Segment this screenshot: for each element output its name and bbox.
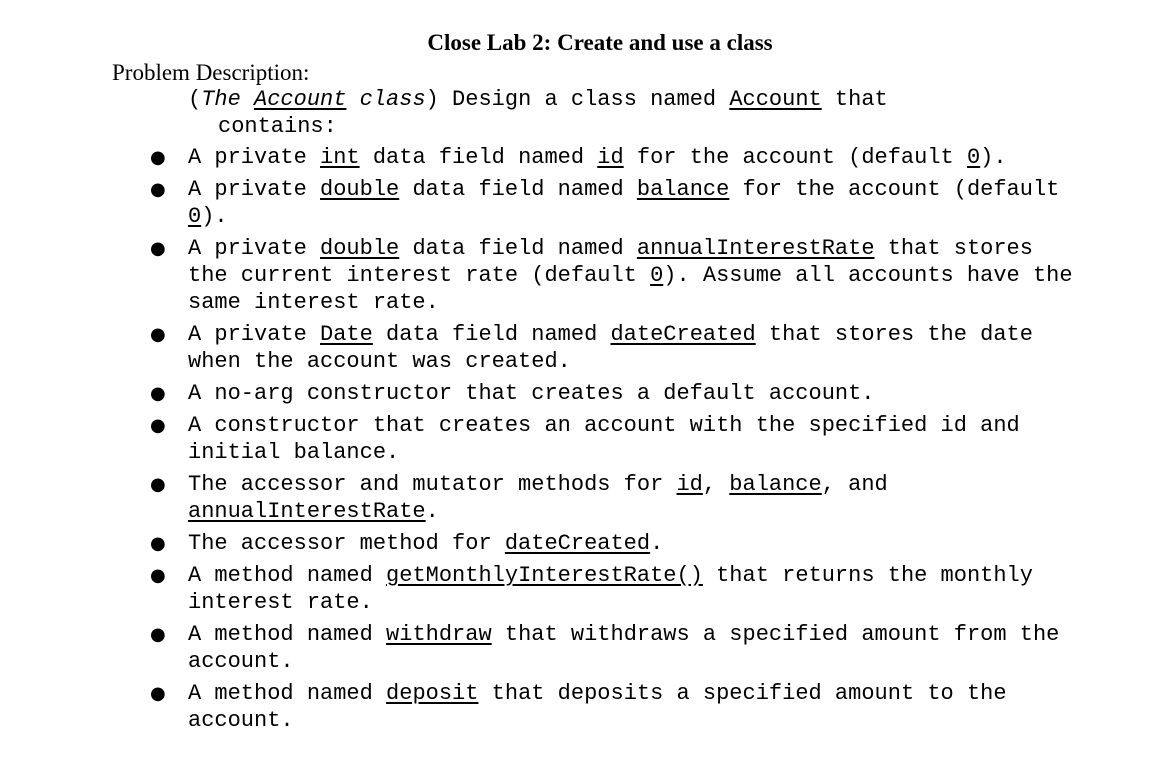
item-text: A private <box>188 177 321 202</box>
code-term: Date <box>320 322 373 347</box>
bullet-icon: ● <box>150 683 166 704</box>
code-term: dateCreated <box>504 531 651 556</box>
item-text: that stores the current interest rate (default <box>188 236 1033 288</box>
code-term: 0 <box>650 263 664 288</box>
list-item <box>0 680 1078 734</box>
list-item <box>0 176 1078 230</box>
item-text: that deposits a specified amount to the account. <box>188 681 1007 733</box>
bullet-icon: ● <box>150 147 166 168</box>
bullet-icon: ● <box>150 179 166 200</box>
item-text: , <box>702 472 730 497</box>
list-item <box>0 621 1078 675</box>
intro-italic-class-name: Account <box>254 87 347 112</box>
item-text: data field named <box>359 145 598 170</box>
code-term: int <box>320 145 360 170</box>
bullet-icon: ● <box>150 624 166 645</box>
section-heading: Problem Description: <box>112 60 310 85</box>
item-text: A method named <box>188 681 387 706</box>
item-text: ). <box>980 145 1007 170</box>
item-text: , and <box>821 472 888 497</box>
code-term: id <box>597 145 624 170</box>
bullet-icon: ● <box>150 415 166 436</box>
item-text: that stores the date when the account was created. <box>188 322 1033 374</box>
code-term: balance <box>636 177 730 202</box>
item-text: ). <box>201 204 228 229</box>
item-text: for the account (default <box>623 145 967 170</box>
code-term: dateCreated <box>610 322 756 347</box>
intro-italic-the: The <box>201 87 255 112</box>
list-item <box>0 380 1078 407</box>
item-text: data field named <box>399 177 637 202</box>
intro-tail: that <box>821 87 888 112</box>
list-item <box>0 530 1078 557</box>
bullet-icon: ● <box>150 383 166 404</box>
bullet-icon: ● <box>150 324 166 345</box>
item-text: A method named <box>188 622 387 647</box>
code-term: 0 <box>966 145 981 170</box>
code-term: withdraw <box>386 622 492 647</box>
intro-after-paren: ) Design a class named <box>425 87 730 112</box>
requirements-list <box>0 144 1078 739</box>
item-text: The accessor and mutator methods for <box>188 472 677 497</box>
intro-italic-class-word: class <box>346 87 426 112</box>
intro-paragraph <box>188 86 888 140</box>
code-term: annualInterestRate <box>188 499 426 524</box>
code-term: deposit <box>386 681 479 706</box>
item-text: A private <box>188 145 321 170</box>
item-text: that withdraws a specified amount from the account. <box>188 622 1060 674</box>
list-item <box>0 471 1078 525</box>
page-title: Close Lab 2: Create and use a class <box>427 30 773 55</box>
item-text: A no-arg constructor that creates a default account. <box>188 381 875 406</box>
code-term: balance <box>729 472 822 497</box>
intro-class-name: Account <box>729 87 822 112</box>
intro-line-1 <box>188 86 888 113</box>
list-item <box>0 412 1078 466</box>
list-item <box>0 321 1078 375</box>
item-text: data field named <box>399 236 637 261</box>
item-text: A method named <box>188 563 387 588</box>
list-item <box>0 235 1078 316</box>
code-term: double <box>320 236 400 261</box>
item-text: . <box>650 531 664 556</box>
item-text: The accessor method for <box>188 531 505 556</box>
bullet-icon: ● <box>150 238 166 259</box>
intro-line-2: contains: <box>218 114 337 139</box>
intro-open-paren: ( <box>188 87 202 112</box>
item-text: that returns the monthly interest rate. <box>188 563 1033 615</box>
item-text: A private <box>188 236 321 261</box>
list-item <box>0 562 1078 616</box>
bullet-icon: ● <box>150 474 166 495</box>
item-text: . <box>425 499 439 524</box>
code-term: 0 <box>188 204 202 229</box>
bullet-icon: ● <box>150 533 166 554</box>
code-term: id <box>676 472 703 497</box>
item-text: A constructor that creates an account with the specified id and initial balance. <box>188 413 1020 465</box>
bullet-icon: ● <box>150 565 166 586</box>
item-text: for the account (default <box>729 177 1060 202</box>
code-term: getMonthlyInterestRate() <box>386 563 703 588</box>
code-term: double <box>320 177 400 202</box>
code-term: annualInterestRate <box>636 236 875 261</box>
list-item <box>0 144 1078 171</box>
item-text: A private <box>188 322 321 347</box>
item-text: data field named <box>372 322 611 347</box>
item-text: ). Assume all accounts have the same interest rate. <box>188 263 1073 315</box>
